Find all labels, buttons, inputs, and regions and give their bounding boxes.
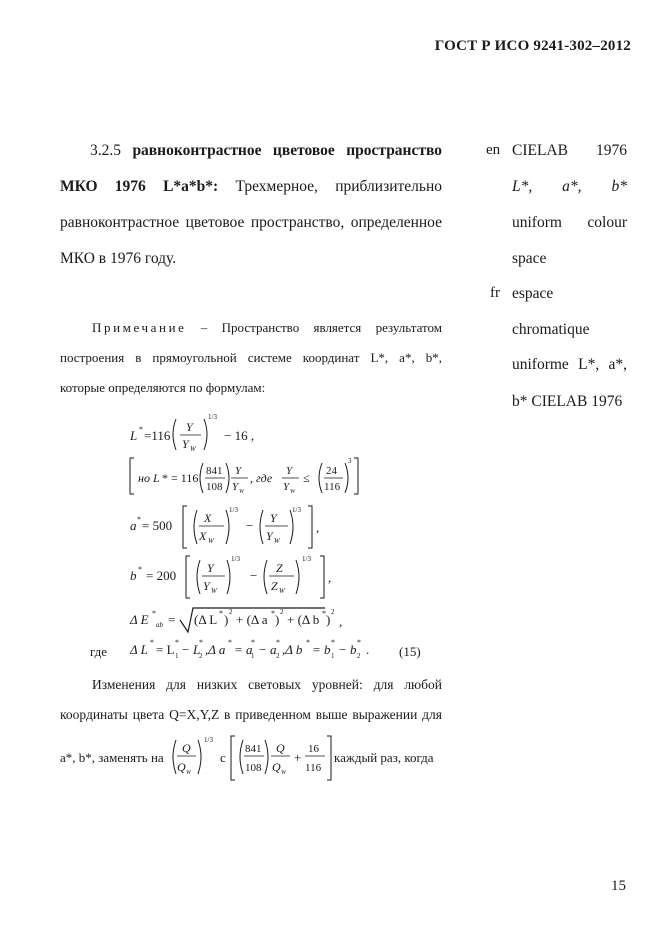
svg-text:*: * xyxy=(152,609,156,618)
svg-text:(Δ L: (Δ L xyxy=(194,612,218,627)
en-term-line-1: CIELAB 1976 xyxy=(512,142,627,159)
svg-text:=116: =116 xyxy=(144,428,171,443)
svg-text:24: 24 xyxy=(326,465,337,477)
svg-text:*: * xyxy=(331,638,335,647)
svg-text:*: * xyxy=(251,638,255,647)
note-dash: – xyxy=(200,320,208,335)
svg-text:1: 1 xyxy=(331,652,335,660)
svg-text:.: . xyxy=(366,642,370,657)
svg-text:* = 116: * = 116 xyxy=(162,471,199,485)
en-term-line-3: uniform colour xyxy=(512,214,627,231)
en-term-line-4: space xyxy=(512,250,547,267)
definition-text-line-2: равноконтрастное цветовое пространство, определенное xyxy=(60,214,442,231)
svg-text:= a: = a xyxy=(234,642,253,657)
svg-text:,: , xyxy=(328,570,332,585)
standard-code-header: ГОСТ Р ИСО 9241-302–2012 xyxy=(434,38,631,54)
svg-text:1: 1 xyxy=(175,652,179,660)
svg-text:, где: , где xyxy=(250,471,273,485)
lang-code-fr: fr xyxy=(490,285,500,301)
svg-text:ab: ab xyxy=(156,621,163,629)
svg-text:Y: Y xyxy=(235,465,242,477)
svg-text:Y: Y xyxy=(182,437,189,451)
svg-text:*: * xyxy=(271,609,275,618)
svg-text:16: 16 xyxy=(308,743,319,755)
svg-text:X: X xyxy=(204,511,212,525)
svg-text:2: 2 xyxy=(280,608,284,616)
svg-text:1/3: 1/3 xyxy=(231,555,240,563)
svg-text:,Δ b: ,Δ b xyxy=(282,642,303,657)
svg-text:+ (Δ b: + (Δ b xyxy=(287,612,320,627)
svg-text:*: * xyxy=(175,638,179,647)
equation-number: (15) xyxy=(399,644,421,659)
svg-text:W: W xyxy=(239,489,244,495)
svg-text:a: a xyxy=(130,518,137,533)
svg-text:Z: Z xyxy=(276,561,283,575)
svg-text:*: * xyxy=(276,638,280,647)
svg-text:*: * xyxy=(228,638,232,647)
svg-text:*: * xyxy=(138,565,142,574)
definition-text-line-1: Трехмерное, приблизительно xyxy=(235,178,442,195)
svg-text:1/3: 1/3 xyxy=(204,736,213,744)
expr-q-cube-root xyxy=(173,736,213,776)
svg-text:2: 2 xyxy=(331,608,335,616)
svg-text:−: − xyxy=(250,568,258,583)
svg-text:Y: Y xyxy=(186,420,193,434)
svg-text:3: 3 xyxy=(348,457,352,465)
svg-text:=: = xyxy=(168,612,176,627)
svg-text:): ) xyxy=(275,612,280,627)
where-label: где xyxy=(90,644,108,659)
svg-text:b: b xyxy=(130,568,137,583)
definition-text-line-3: МКО в 1976 году. xyxy=(60,250,177,267)
svg-text:1: 1 xyxy=(251,652,255,660)
svg-text:*: * xyxy=(137,515,141,524)
svg-text:841: 841 xyxy=(206,465,223,477)
lang-code-en: en xyxy=(486,142,501,158)
svg-text:− L: − L xyxy=(181,642,201,657)
svg-text:≤: ≤ xyxy=(303,471,310,485)
svg-text:Y: Y xyxy=(283,481,290,493)
svg-text:Z: Z xyxy=(271,579,278,593)
svg-text:): ) xyxy=(224,612,229,627)
paragraph-line-2: координаты цвета Q=X,Y,Z в приведенном выше выражении для xyxy=(60,707,442,722)
svg-text:L: L xyxy=(130,428,138,443)
svg-text:W: W xyxy=(211,587,217,595)
note-text-1: Пространство является результатом xyxy=(221,320,442,335)
fr-term-line-2: chromatique xyxy=(512,321,590,338)
svg-text:W: W xyxy=(290,489,295,495)
svg-text:108: 108 xyxy=(206,481,223,493)
svg-text:2: 2 xyxy=(199,652,203,660)
svg-text:841: 841 xyxy=(245,743,262,755)
svg-text:− a: − a xyxy=(258,642,277,657)
note-line-2: построения в прямоугольной системе координат L*, a*, b*, xyxy=(60,350,442,365)
svg-text:−: − xyxy=(246,518,254,533)
svg-text:W: W xyxy=(279,587,285,595)
svg-text:,Δ a: ,Δ a xyxy=(205,642,226,657)
svg-text:108: 108 xyxy=(245,762,262,774)
svg-text:= 500: = 500 xyxy=(142,518,173,533)
svg-text:Δ L: Δ L xyxy=(130,642,148,657)
svg-text:*: * xyxy=(150,638,154,647)
svg-text:Q: Q xyxy=(276,741,285,755)
with-label: с xyxy=(220,750,226,765)
svg-text:1/3: 1/3 xyxy=(302,555,311,563)
svg-text:но L: но L xyxy=(138,471,160,485)
svg-text:*: * xyxy=(199,638,203,647)
note-label: Примечание xyxy=(92,320,187,335)
svg-text:Q: Q xyxy=(177,760,186,774)
svg-text:Q: Q xyxy=(272,760,281,774)
definition-term-part1: равноконтрастное цветовое пространство xyxy=(132,142,442,159)
svg-text:1/3: 1/3 xyxy=(229,506,238,514)
svg-text:Y: Y xyxy=(266,529,273,543)
svg-text:*: * xyxy=(357,638,361,647)
svg-text:*: * xyxy=(139,425,143,434)
note-line-3: которые определяются по формулам: xyxy=(60,380,266,395)
definition-number: 3.2.5 xyxy=(90,142,121,159)
svg-text:*: * xyxy=(306,638,310,647)
svg-text:= 200: = 200 xyxy=(146,568,177,583)
fr-term-line-4: b* CIELAB 1976 xyxy=(512,393,623,410)
svg-text:Y: Y xyxy=(270,511,277,525)
svg-text:W: W xyxy=(190,445,196,453)
svg-text:W: W xyxy=(274,537,280,545)
svg-text:2: 2 xyxy=(276,652,280,660)
svg-text:X: X xyxy=(199,529,207,543)
svg-text:− 16 ,: − 16 , xyxy=(224,428,255,443)
svg-text:Y: Y xyxy=(286,465,293,477)
svg-text:): ) xyxy=(326,612,331,627)
svg-text:1/3: 1/3 xyxy=(208,413,217,421)
en-term-line-2: L*, a*, b* xyxy=(512,178,627,195)
svg-text:+ (Δ a: + (Δ a xyxy=(236,612,268,627)
fr-term-line-3: uniforme L*, a*, xyxy=(512,356,627,373)
svg-text:Δ E: Δ E xyxy=(130,612,149,627)
svg-text:W: W xyxy=(281,770,286,776)
svg-text:W: W xyxy=(186,770,191,776)
svg-text:2: 2 xyxy=(357,652,361,660)
svg-text:*: * xyxy=(219,609,223,618)
paragraph-line-3-start: a*, b*, заменять на xyxy=(60,750,164,765)
svg-text:− b: − b xyxy=(338,642,357,657)
svg-text:= b: = b xyxy=(312,642,331,657)
svg-text:,: , xyxy=(316,520,320,535)
svg-text:+: + xyxy=(294,750,302,765)
svg-text:116: 116 xyxy=(305,762,322,774)
svg-text:*: * xyxy=(322,609,326,618)
svg-text:116: 116 xyxy=(324,481,341,493)
svg-text:Q: Q xyxy=(182,741,191,755)
paragraph-line-1: Изменения для низких световых уровней: для любой xyxy=(92,677,442,692)
paragraph-line-3-end: каждый раз, когда xyxy=(334,750,434,765)
definition-term-part2: МКО 1976 L*a*b*: xyxy=(60,178,219,195)
svg-text:1/3: 1/3 xyxy=(292,506,301,514)
svg-text:Y: Y xyxy=(232,481,239,493)
expr-linear-replacement xyxy=(231,736,331,780)
svg-text:2: 2 xyxy=(229,608,233,616)
svg-text:Y: Y xyxy=(203,579,210,593)
page-number: 15 xyxy=(611,878,626,894)
svg-text:Y: Y xyxy=(207,561,214,575)
svg-text:,: , xyxy=(339,614,343,629)
svg-text:= L: = L xyxy=(156,642,175,657)
svg-text:W: W xyxy=(208,537,214,545)
fr-term-line-1: espace xyxy=(512,285,554,302)
